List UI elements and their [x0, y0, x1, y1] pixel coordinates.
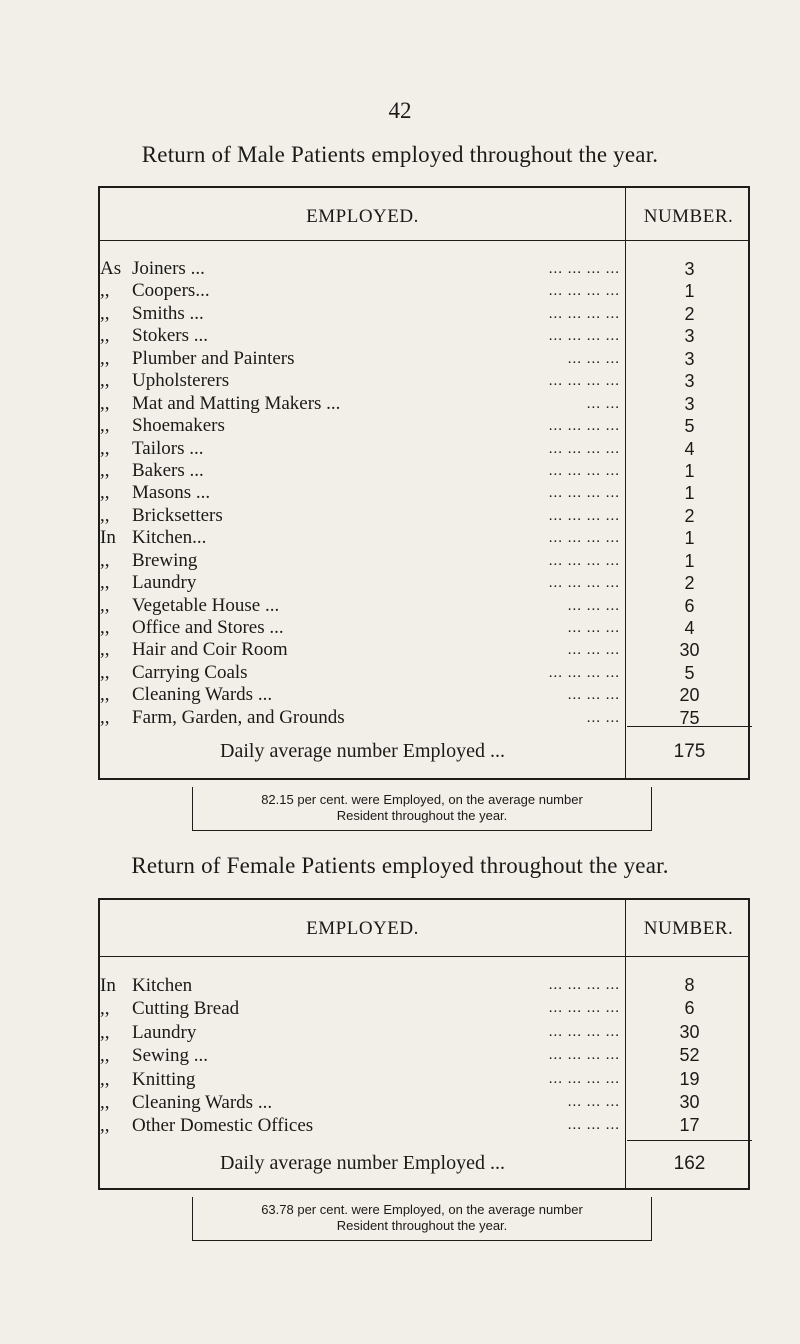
row-leader-dots: ... ... ... ...: [548, 1070, 620, 1087]
female-note-line-2: Resident throughout the year.: [336, 1218, 508, 1233]
row-number: 30: [679, 1091, 700, 1112]
row-number: 5: [684, 662, 695, 683]
row-number: 2: [684, 505, 695, 526]
row-leader-dots: ... ... ... ...: [548, 1023, 620, 1040]
row-prefix: ,,: [100, 302, 110, 324]
row-number: 5: [684, 416, 695, 437]
row-prefix: ,,: [100, 1045, 110, 1067]
male-table-row: [100, 258, 748, 280]
row-label: Hair and Coir Room: [132, 639, 288, 661]
row-prefix: ,,: [100, 325, 110, 347]
row-number: 20: [679, 685, 700, 706]
male-table-row: [100, 415, 748, 437]
female-table-row: [100, 974, 748, 997]
male-table-row: [100, 348, 748, 370]
row-leader-dots: ... ... ... ...: [548, 462, 620, 479]
male-table-row: [100, 393, 748, 415]
row-number: 4: [684, 618, 695, 638]
row-prefix: In: [100, 975, 116, 996]
row-number: 3: [684, 393, 695, 414]
row-label: Shoemakers: [132, 415, 225, 437]
row-prefix: ,,: [100, 347, 110, 369]
male-table-row: [100, 550, 748, 572]
row-prefix: ,,: [100, 617, 110, 638]
row-leader-dots: ... ... ...: [567, 687, 620, 704]
male-table-row: [100, 325, 748, 347]
row-leader-dots: ... ... ... ...: [548, 1047, 620, 1064]
row-number: 1: [684, 550, 695, 571]
row-label: Stokers ...: [132, 325, 208, 347]
row-prefix: ,,: [100, 706, 110, 728]
male-total-rule: [627, 726, 752, 727]
female-total-rule: [627, 1140, 752, 1141]
row-leader-dots: ... ... ... ...: [548, 485, 620, 502]
row-prefix: ,,: [100, 504, 110, 526]
male-table-row: [100, 370, 748, 392]
male-table-row: [100, 505, 748, 527]
male-table-row: [100, 572, 748, 594]
male-table-row: [100, 527, 748, 549]
male-table-row: [100, 595, 748, 617]
row-label: Knitting: [132, 1068, 196, 1090]
row-leader-dots: ... ... ...: [567, 642, 620, 659]
row-label: Laundry: [132, 1021, 197, 1043]
row-prefix: In: [100, 527, 116, 549]
female-table-row: [100, 1091, 748, 1114]
row-leader-dots: ... ... ... ...: [548, 507, 620, 524]
row-number: 3: [684, 326, 695, 347]
row-number: 52: [679, 1045, 700, 1066]
row-number: 6: [684, 998, 695, 1019]
row-label: Kitchen: [132, 975, 193, 996]
female-employed-header: EMPLOYED.: [306, 918, 419, 939]
row-label: Bakers ...: [132, 459, 204, 481]
row-prefix: ,,: [100, 661, 110, 683]
male-note-line-1: 82.15 per cent. were Employed, on the average number: [261, 792, 583, 807]
row-prefix: ,,: [100, 437, 110, 459]
female-return-table: [98, 898, 750, 1190]
male-total-label: Daily average number Employed ...: [220, 740, 505, 762]
row-prefix: ,,: [100, 392, 110, 414]
row-label: Other Domestic Offices: [132, 1115, 314, 1137]
row-prefix: ,,: [100, 1091, 110, 1113]
male-header-rule: [100, 240, 748, 241]
male-note: [192, 787, 652, 831]
row-leader-dots: ... ... ...: [567, 597, 620, 614]
female-number-header: NUMBER.: [643, 918, 734, 939]
row-prefix: ,,: [100, 639, 110, 661]
row-leader-dots: ... ... ...: [567, 620, 620, 636]
male-table-row: [100, 438, 748, 460]
male-total-number: 175: [673, 741, 706, 762]
row-leader-dots: ... ... ... ...: [548, 664, 620, 681]
female-note-line-1: 63.78 per cent. were Employed, on the average number: [261, 1202, 583, 1217]
row-leader-dots: ... ... ... ...: [548, 305, 620, 322]
row-prefix: ,,: [100, 459, 110, 481]
row-number: 3: [684, 371, 695, 392]
row-label: Carrying Coals: [132, 661, 248, 683]
male-table-row: [100, 280, 748, 302]
row-prefix: ,,: [100, 572, 110, 594]
row-label: Coopers...: [132, 280, 210, 302]
row-number: 30: [679, 1021, 700, 1042]
row-leader-dots: ... ... ...: [567, 350, 620, 367]
row-label: Tailors ...: [132, 437, 204, 459]
row-number: 2: [684, 573, 695, 594]
row-number: 3: [684, 259, 695, 279]
row-label: Joiners ...: [132, 258, 205, 279]
row-leader-dots: ... ... ...: [567, 1117, 620, 1134]
row-label: Cutting Bread: [132, 998, 240, 1020]
row-number: 1: [684, 281, 695, 302]
row-label: Farm, Garden, and Grounds: [132, 706, 345, 728]
row-label: Office and Stores ...: [132, 617, 284, 638]
row-number: 19: [679, 1068, 700, 1089]
male-employed-header: EMPLOYED.: [306, 206, 419, 227]
row-prefix: ,,: [100, 280, 110, 302]
female-rows: [100, 974, 748, 1138]
female-total-label: Daily average number Employed ...: [220, 1152, 505, 1174]
row-label: Upholsterers: [132, 370, 230, 392]
row-label: Masons ...: [132, 482, 211, 504]
female-table-row: [100, 1021, 748, 1044]
male-note-line-2: Resident throughout the year.: [336, 808, 508, 823]
female-table-row: [100, 1114, 748, 1137]
row-label: Laundry: [132, 572, 197, 594]
row-prefix: ,,: [100, 998, 110, 1020]
page-number: 42: [388, 98, 412, 123]
row-prefix: ,,: [100, 1021, 110, 1043]
row-leader-dots: ... ... ... ...: [548, 418, 620, 435]
row-number: 17: [679, 1115, 700, 1136]
row-leader-dots: ... ... ... ...: [548, 373, 620, 390]
row-label: Sewing ...: [132, 1045, 208, 1067]
row-prefix: As: [100, 258, 122, 279]
female-header-rule: [100, 956, 748, 957]
row-prefix: ,,: [100, 482, 110, 504]
row-number: 8: [684, 975, 695, 995]
row-number: 2: [684, 303, 695, 324]
row-leader-dots: ... ...: [586, 395, 620, 412]
row-leader-dots: ... ... ... ...: [548, 530, 620, 547]
female-table-row: [100, 1044, 748, 1067]
row-label: Brewing: [132, 549, 198, 571]
row-number: 1: [684, 460, 695, 481]
row-leader-dots: ... ... ... ...: [548, 552, 620, 569]
female-note: [192, 1197, 652, 1241]
row-number: 4: [684, 438, 695, 459]
row-label: Plumber and Painters: [132, 347, 295, 369]
female-table-row: [100, 1068, 748, 1091]
male-table-row: [100, 460, 748, 482]
row-leader-dots: ... ... ... ...: [548, 977, 620, 993]
male-table-row: [100, 617, 748, 639]
row-number: 75: [679, 707, 700, 728]
row-prefix: ,,: [100, 1068, 110, 1090]
male-section-title: Return of Male Patients employed throughout the year.: [141, 142, 659, 167]
row-leader-dots: ... ... ...: [567, 1093, 620, 1110]
row-prefix: ,,: [100, 415, 110, 437]
row-prefix: ,,: [100, 684, 110, 706]
row-label: Vegetable House ...: [132, 594, 280, 616]
male-table-row: [100, 639, 748, 661]
row-leader-dots: ... ... ... ...: [548, 575, 620, 592]
row-label: Cleaning Wards ...: [132, 684, 273, 706]
row-leader-dots: ... ... ... ...: [548, 1000, 620, 1017]
row-leader-dots: ... ... ... ...: [548, 283, 620, 300]
row-leader-dots: ... ... ... ...: [548, 440, 620, 457]
male-table-row: [100, 303, 748, 325]
row-number: 6: [684, 595, 695, 616]
row-number: 3: [684, 348, 695, 369]
row-label: Mat and Matting Makers ...: [132, 392, 341, 414]
row-prefix: ,,: [100, 549, 110, 571]
row-number: 1: [684, 528, 695, 549]
female-total-number: 162: [673, 1153, 706, 1174]
row-label: Cleaning Wards ...: [132, 1091, 273, 1113]
row-label: Bricksetters: [132, 504, 223, 526]
row-number: 1: [684, 483, 695, 504]
male-table-row: [100, 684, 748, 706]
female-section-title: Return of Female Patients employed throughout the year.: [131, 853, 669, 878]
row-prefix: ,,: [100, 594, 110, 616]
row-number: 30: [679, 640, 700, 661]
row-prefix: ,,: [100, 370, 110, 392]
row-label: Kitchen...: [132, 527, 207, 549]
row-leader-dots: ... ... ... ...: [548, 328, 620, 345]
row-leader-dots: ... ...: [586, 709, 620, 726]
row-label: Smiths ...: [132, 302, 204, 324]
male-table-row: [100, 482, 748, 504]
male-table-row: [100, 662, 748, 684]
male-rows: [100, 258, 748, 729]
row-leader-dots: ... ... ... ...: [548, 261, 620, 277]
row-prefix: ,,: [100, 1115, 110, 1137]
male-return-table: [98, 186, 750, 780]
male-number-header: NUMBER.: [643, 206, 734, 227]
female-table-row: [100, 997, 748, 1020]
